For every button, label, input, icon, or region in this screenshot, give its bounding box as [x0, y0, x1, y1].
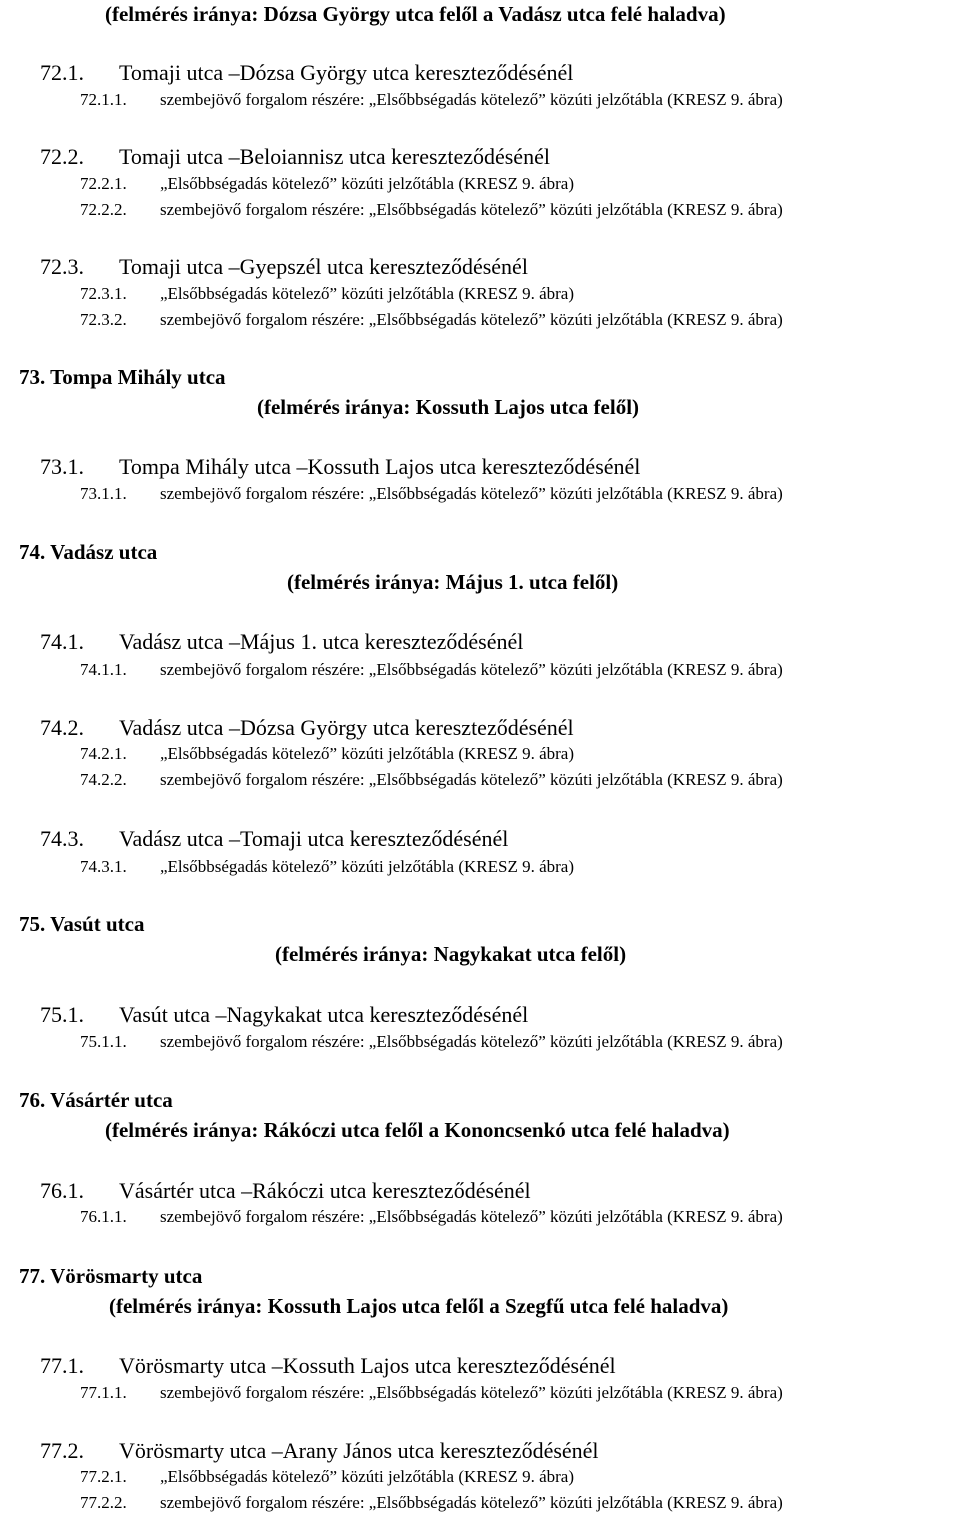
intersection-title: Tomaji utca –Dózsa György utca kereszteződésénél	[119, 60, 574, 85]
intersection-title: Vadász utca –Tomaji utca kereszteződésénél	[119, 826, 509, 851]
survey-direction: (felmérés iránya: Május 1. utca felől)	[287, 570, 619, 594]
sign-item-text: szembejövő forgalom részére: „Elsőbbségadás kötelező” közúti jelzőtábla (KRESZ 9. ábra)	[160, 1032, 783, 1051]
intersection-title: Vadász utca –Dózsa György utca kereszteződésénél	[119, 715, 574, 740]
sign-item-number: 77.2.2.	[80, 1493, 127, 1512]
intersection-number: 72.2.	[40, 144, 84, 169]
sign-item-number: 75.1.1.	[80, 1032, 127, 1051]
intersection-number: 74.2.	[40, 715, 84, 740]
intersection-title: Tomaji utca –Beloiannisz utca kereszteződésénél	[119, 144, 550, 169]
intersection-title: Vörösmarty utca –Arany János utca kereszteződésénél	[119, 1438, 599, 1463]
intersection-number: 77.2.	[40, 1438, 84, 1463]
intersection-title: Vasút utca –Nagykakat utca kereszteződésénél	[119, 1002, 529, 1027]
intersection-title: Vadász utca –Május 1. utca kereszteződésénél	[119, 629, 524, 654]
sign-item-text: szembejövő forgalom részére: „Elsőbbségadás kötelező” közúti jelzőtábla (KRESZ 9. ábra)	[160, 310, 783, 329]
sign-item-number: 76.1.1.	[80, 1207, 127, 1226]
sign-item-number: 77.1.1.	[80, 1383, 127, 1402]
sign-item-text: „Elsőbbségadás kötelező” közúti jelzőtábla (KRESZ 9. ábra)	[160, 284, 574, 303]
survey-direction: (felmérés iránya: Rákóczi utca felől a Kononcsenkó utca felé haladva)	[105, 1118, 730, 1142]
survey-direction: (felmérés iránya: Kossuth Lajos utca felől a Szegfű utca felé haladva)	[109, 1294, 729, 1318]
sign-item-number: 72.1.1.	[80, 90, 127, 109]
sign-item-number: 73.1.1.	[80, 484, 127, 503]
sign-item-text: szembejövő forgalom részére: „Elsőbbségadás kötelező” közúti jelzőtábla (KRESZ 9. ábra)	[160, 660, 783, 679]
sign-item-number: 74.2.2.	[80, 770, 127, 789]
sign-item-number: 74.3.1.	[80, 857, 127, 876]
intersection-number: 77.1.	[40, 1353, 84, 1378]
sign-item-number: 77.2.1.	[80, 1467, 127, 1486]
sign-item-number: 72.3.1.	[80, 284, 127, 303]
sign-item-text: „Elsőbbségadás kötelező” közúti jelzőtábla (KRESZ 9. ábra)	[160, 857, 574, 876]
sign-item-number: 74.2.1.	[80, 744, 127, 763]
sign-item-text: szembejövő forgalom részére: „Elsőbbségadás kötelező” közúti jelzőtábla (KRESZ 9. ábra)	[160, 1493, 783, 1512]
sign-item-text: szembejövő forgalom részére: „Elsőbbségadás kötelező” közúti jelzőtábla (KRESZ 9. ábra)	[160, 200, 783, 219]
sign-item-text: szembejövő forgalom részére: „Elsőbbségadás kötelező” közúti jelzőtábla (KRESZ 9. ábra)	[160, 484, 783, 503]
sign-item-number: 74.1.1.	[80, 660, 127, 679]
sign-item-text: „Elsőbbségadás kötelező” közúti jelzőtábla (KRESZ 9. ábra)	[160, 1467, 574, 1486]
intersection-number: 74.3.	[40, 826, 84, 851]
sign-item-text: szembejövő forgalom részére: „Elsőbbségadás kötelező” közúti jelzőtábla (KRESZ 9. ábra)	[160, 770, 783, 789]
street-heading: 76. Vásártér utca	[19, 1088, 173, 1112]
sign-item-number: 72.2.1.	[80, 174, 127, 193]
intersection-number: 76.1.	[40, 1178, 84, 1203]
intersection-title: Tompa Mihály utca –Kossuth Lajos utca kereszteződésénél	[119, 454, 641, 479]
intersection-title: Tomaji utca –Gyepszél utca kereszteződésénél	[119, 254, 528, 279]
intersection-title: Vörösmarty utca –Kossuth Lajos utca kereszteződésénél	[119, 1353, 616, 1378]
sign-item-text: szembejövő forgalom részére: „Elsőbbségadás kötelező” közúti jelzőtábla (KRESZ 9. ábra)	[160, 1207, 783, 1226]
street-heading: 77. Vörösmarty utca	[19, 1264, 203, 1288]
street-heading: 73. Tompa Mihály utca	[19, 365, 226, 389]
survey-direction: (felmérés iránya: Kossuth Lajos utca felől)	[257, 395, 640, 419]
street-heading: 74. Vadász utca	[19, 540, 158, 564]
sign-item-number: 72.2.2.	[80, 200, 127, 219]
sign-item-number: 72.3.2.	[80, 310, 127, 329]
intersection-number: 72.3.	[40, 254, 84, 279]
intersection-number: 75.1.	[40, 1002, 84, 1027]
survey-direction: (felmérés iránya: Dózsa György utca felől a Vadász utca felé haladva)	[105, 2, 726, 26]
sign-item-text: „Elsőbbségadás kötelező” közúti jelzőtábla (KRESZ 9. ábra)	[160, 174, 574, 193]
street-heading: 75. Vasút utca	[19, 912, 145, 936]
sign-item-text: „Elsőbbségadás kötelező” közúti jelzőtábla (KRESZ 9. ábra)	[160, 744, 574, 763]
intersection-title: Vásártér utca –Rákóczi utca kereszteződésénél	[119, 1178, 531, 1203]
intersection-number: 73.1.	[40, 454, 84, 479]
intersection-number: 74.1.	[40, 629, 84, 654]
intersection-number: 72.1.	[40, 60, 84, 85]
sign-item-text: szembejövő forgalom részére: „Elsőbbségadás kötelező” közúti jelzőtábla (KRESZ 9. ábra)	[160, 1383, 783, 1402]
sign-item-text: szembejövő forgalom részére: „Elsőbbségadás kötelező” közúti jelzőtábla (KRESZ 9. ábra)	[160, 90, 783, 109]
survey-direction: (felmérés iránya: Nagykakat utca felől)	[275, 942, 627, 966]
